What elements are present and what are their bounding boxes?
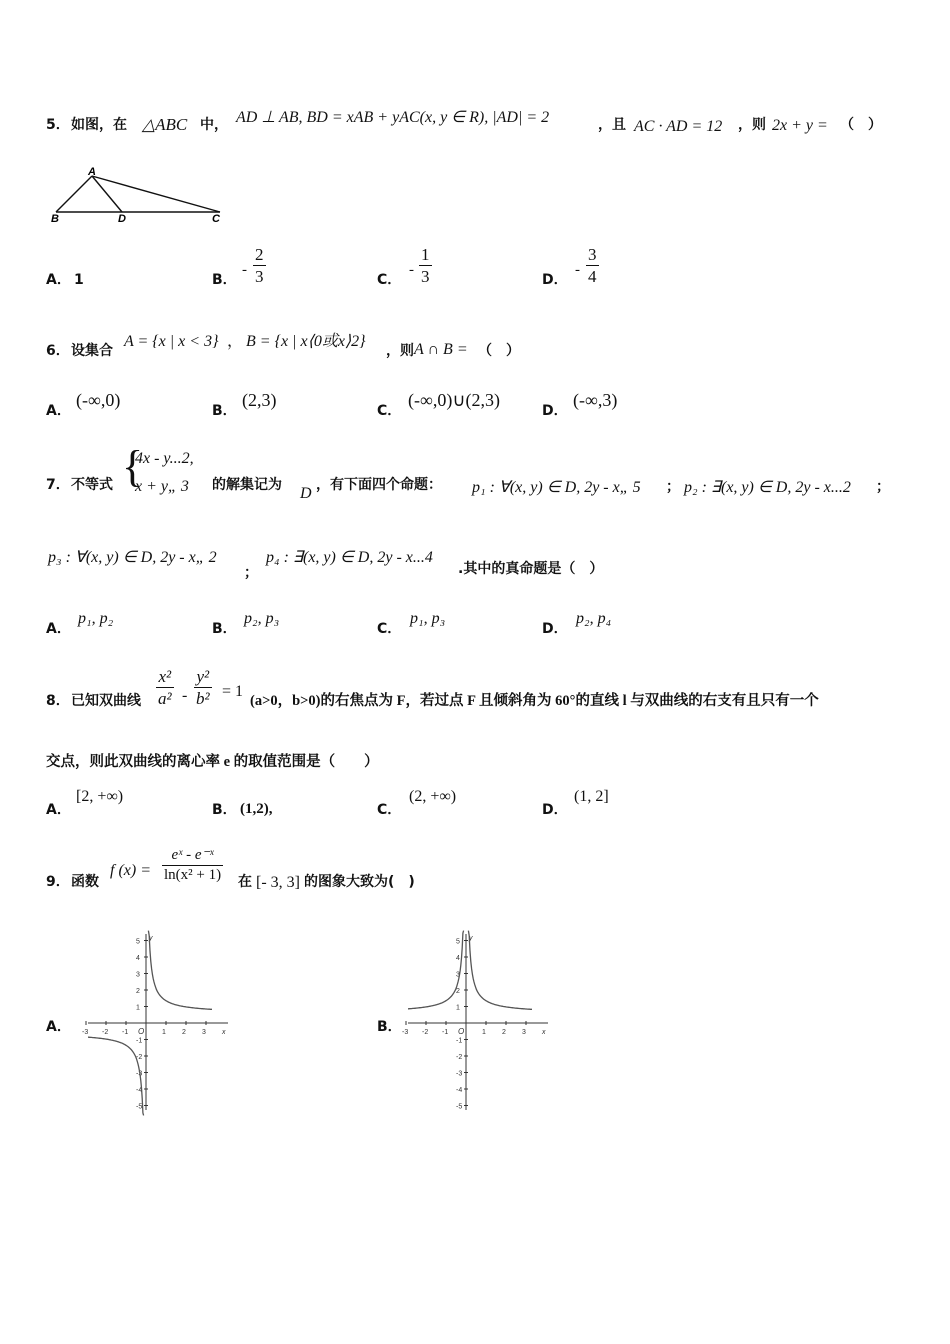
q9-graph-b-ytick: -3: [456, 1070, 463, 1078]
q9-graph-a-ytick: 4: [136, 955, 140, 962]
q7-option-b-value: p₂, p₃: [244, 610, 280, 627]
q9-graph-a-ytick: -4: [136, 1087, 143, 1094]
q5-condition: AD ⊥ AB, BD = xAB + yAC(x, y ∈ R), |AD| = 2: [236, 109, 550, 126]
q9-graph-a-x-label: x: [222, 1029, 226, 1036]
q8-fraction-x: [156, 668, 174, 707]
q8-statement-line2: 交点，则此双曲线的离心率 e 的取值范围是（ ）: [46, 754, 379, 770]
q9-graph-b-origin: O: [458, 1027, 465, 1036]
q5-option-b-sign: -: [242, 262, 247, 278]
q5-option-c-num: 1: [421, 245, 430, 264]
q6-then: ，则: [386, 343, 414, 359]
q9-graph-b-xtick: 1: [482, 1029, 486, 1036]
q5-option-c-den: 3: [421, 267, 430, 286]
q7-semi-2: ；: [876, 479, 890, 495]
q8-option-b-value: (1,2),: [240, 801, 273, 817]
q7-set-d: D: [300, 485, 312, 502]
q5-option-b-num: 2: [255, 245, 264, 264]
q8-option-d-label: D．: [542, 802, 568, 818]
q5-triangle-figure: [44, 160, 234, 230]
q7-semi-1: ；: [666, 479, 680, 495]
q6-option-b-label: B．: [212, 403, 237, 419]
q9-graph-a-xtick: -2: [102, 1029, 109, 1036]
q9-graph-b-ytick: -5: [456, 1103, 463, 1111]
q6-prefix: 设集合: [71, 343, 113, 359]
q8-option-a-label: A．: [46, 802, 71, 818]
q9-graph-a-ytick: 3: [136, 971, 140, 979]
q6-expression: A ∩ B =: [414, 341, 468, 358]
q7-system-line2: x + y„ 3: [135, 478, 189, 495]
q8-option-d-value: (1, 2]: [574, 788, 609, 805]
q9-interval: [- 3, 3]: [256, 874, 300, 891]
q5-option-b-label: B．: [212, 272, 237, 288]
q9-graph-a-xtick: 3: [202, 1029, 206, 1036]
q8-option-c-value: (2, +∞): [409, 788, 457, 805]
q5-paren: （ ）: [840, 117, 882, 133]
q6-option-b-value: (2,3): [242, 390, 277, 410]
q7-option-d-label: D．: [542, 621, 568, 637]
q9-fraction: [162, 848, 223, 883]
q8-prefix: 已知双曲线: [71, 693, 141, 709]
q6-option-a-value: (-∞,0): [76, 390, 121, 410]
q9-denominator: ln(x² + 1): [164, 867, 222, 883]
q8-statement-line1: (a>0，b>0)的右焦点为 F，若过点 F 且倾斜角为 60°的直线 l 与双曲线的右支有且只有一个: [250, 693, 819, 709]
q9-graph-b-ytick: 3: [456, 971, 460, 979]
q5-prefix: 如图，在: [71, 117, 127, 133]
q7-brace: {: [122, 442, 144, 491]
q6-number: 6．: [46, 343, 70, 359]
q5-option-d-num: 3: [588, 245, 597, 264]
q9-graph-b-y-label: y: [469, 935, 473, 942]
q5-option-d-label: D．: [542, 272, 568, 288]
q9-number: 9．: [46, 874, 70, 890]
q9-graph-b-ytick: 2: [456, 988, 460, 995]
q5-expression: 2x + y =: [772, 117, 828, 134]
q9-graph-b-xtick: 3: [522, 1029, 526, 1036]
q7-option-c-value: p₁, p₃: [410, 610, 446, 627]
q9-graph-a-right-branch: [148, 931, 212, 1010]
q5-triangle: △ABC: [142, 115, 188, 134]
q8-number: 8．: [46, 693, 70, 709]
q5-then: ，则: [738, 117, 766, 133]
q5-dot-product: AC · AD = 12: [634, 118, 723, 135]
q9-graph-a-ytick: -5: [136, 1103, 143, 1111]
q5-label-B: B: [51, 213, 59, 225]
q5-option-b-fraction: [253, 246, 266, 285]
q9-graph-b-xtick: 2: [502, 1029, 506, 1036]
q6-option-c-label: C．: [377, 403, 402, 419]
q9-graph-a-ytick: 5: [136, 938, 140, 946]
q9-graph-a-xtick: 1: [162, 1029, 166, 1036]
q9-graph-a-ytick: -1: [136, 1037, 143, 1045]
q9-graph-b-ytick: -2: [456, 1054, 463, 1061]
q9-prefix: 函数: [71, 874, 99, 890]
q8-fraction-x-num: x²: [158, 667, 172, 686]
q9-graph-b-xtick: -3: [402, 1029, 409, 1036]
q5-option-d-sign: -: [575, 262, 580, 278]
q6-option-d-value: (-∞,3): [573, 390, 618, 410]
q9-graph-b-ytick: 5: [456, 938, 460, 946]
q6-set-a: A = {x | x < 3}: [124, 333, 219, 350]
q7-semi-3: ；: [244, 565, 258, 581]
q7-p4: p₄ : ∃(x, y) ∈ D, 2y - x...4: [266, 549, 433, 566]
q7-option-b-label: B．: [212, 621, 237, 637]
q6-sep: ，: [227, 333, 244, 350]
q9-graph-b-ytick: 4: [456, 955, 460, 962]
q9-graph-b-xtick: -2: [422, 1029, 429, 1036]
q9-graph-b-ytick: -1: [456, 1037, 463, 1045]
q5-label-D: D: [118, 213, 126, 225]
q7-p1: p₁ : ∀(x, y) ∈ D, 2y - x„ 5: [472, 479, 641, 496]
q8-option-b-label: B．: [212, 802, 237, 818]
q9-graph-b-ytick: 1: [456, 1004, 460, 1012]
q7-p2: p₂ : ∃(x, y) ∈ D, 2y - x...2: [684, 479, 851, 496]
q5-label-A: A: [88, 166, 96, 178]
q9-graph-a-ytick: 2: [136, 988, 140, 995]
q5-mid: 中，: [200, 117, 228, 133]
q5-option-c-label: C．: [377, 272, 402, 288]
q5-option-d-fraction: [586, 246, 599, 285]
q9-graph-b-x-label: x: [542, 1029, 546, 1036]
q8-fraction-x-den: a²: [158, 689, 172, 708]
q9-graph-a-ytick: 1: [136, 1004, 140, 1012]
q6-paren: （ ）: [478, 343, 520, 359]
q5-number: 5．: [46, 117, 70, 133]
q7-option-c-label: C．: [377, 621, 402, 637]
q7-tail: .其中的真命题是（ ）: [458, 561, 604, 577]
q9-option-b-label: B．: [377, 1019, 402, 1035]
q7-option-d-value: p₂, p₄: [576, 610, 612, 627]
q8-fraction-y-den: b²: [196, 689, 210, 708]
q5-option-a-label: A．: [46, 272, 71, 288]
q9-graph-b: [404, 928, 554, 1118]
q9-graph-a-xtick: 2: [182, 1029, 186, 1036]
q6-option-d-label: D．: [542, 403, 568, 419]
q9-graph-b-right-branch: [468, 931, 532, 1010]
q7-system-line1: 4x - y...2,: [135, 450, 194, 467]
q8-fraction-y: [194, 668, 212, 707]
q8-equals-one: = 1: [222, 683, 244, 700]
q9-graph-b-ytick: -4: [456, 1087, 463, 1094]
q7-option-a-value: p₁, p₂: [78, 610, 114, 627]
q7-mid: 的解集记为: [212, 477, 282, 493]
q9-graph-a-xtick: -1: [122, 1029, 129, 1036]
q9-tail: 的图象大致为( ): [304, 874, 415, 890]
q5-option-b-den: 3: [255, 267, 264, 286]
q7-prefix: 不等式: [71, 477, 113, 493]
q9-graph-a-ytick: -2: [136, 1054, 143, 1061]
q7-after: ，有下面四个命题：: [316, 477, 442, 493]
q5-option-c-sign: -: [409, 262, 414, 278]
q9-graph-a-ytick: -3: [136, 1070, 143, 1078]
q6-option-a-label: A．: [46, 403, 71, 419]
q6-set-b: B = {x | x⟨0或x⟩2}: [246, 333, 366, 350]
q8-option-c-label: C．: [377, 802, 402, 818]
q7-number: 7．: [46, 477, 70, 493]
q9-graph-b-xtick: -1: [442, 1029, 449, 1036]
q9-numerator: eˣ - e⁻ˣ: [171, 847, 214, 863]
q8-option-a-value: [2, +∞): [76, 788, 124, 805]
q7-p3: p₃ : ∀(x, y) ∈ D, 2y - x„ 2: [48, 549, 217, 566]
q9-option-a-label: A．: [46, 1019, 71, 1035]
q5-option-a-value: 1: [74, 272, 84, 288]
q5-label-C: C: [212, 213, 220, 225]
q9-graph-a-origin: O: [138, 1027, 145, 1036]
q5-option-d-den: 4: [588, 267, 597, 286]
q9-graph-a-y-label: y: [149, 935, 153, 942]
q9-graph-a-xtick: -3: [82, 1029, 89, 1036]
q5-and: ，且: [598, 117, 626, 133]
q5-option-c-fraction: [419, 246, 432, 285]
q9-fx: f (x) =: [110, 862, 151, 879]
q8-minus: -: [182, 687, 188, 704]
q9-in: 在: [238, 874, 252, 890]
q9-graph-a: [84, 928, 234, 1118]
q6-option-c-value: (-∞,0)∪(2,3): [408, 390, 500, 410]
q8-fraction-y-num: y²: [196, 667, 210, 686]
q7-option-a-label: A．: [46, 621, 71, 637]
